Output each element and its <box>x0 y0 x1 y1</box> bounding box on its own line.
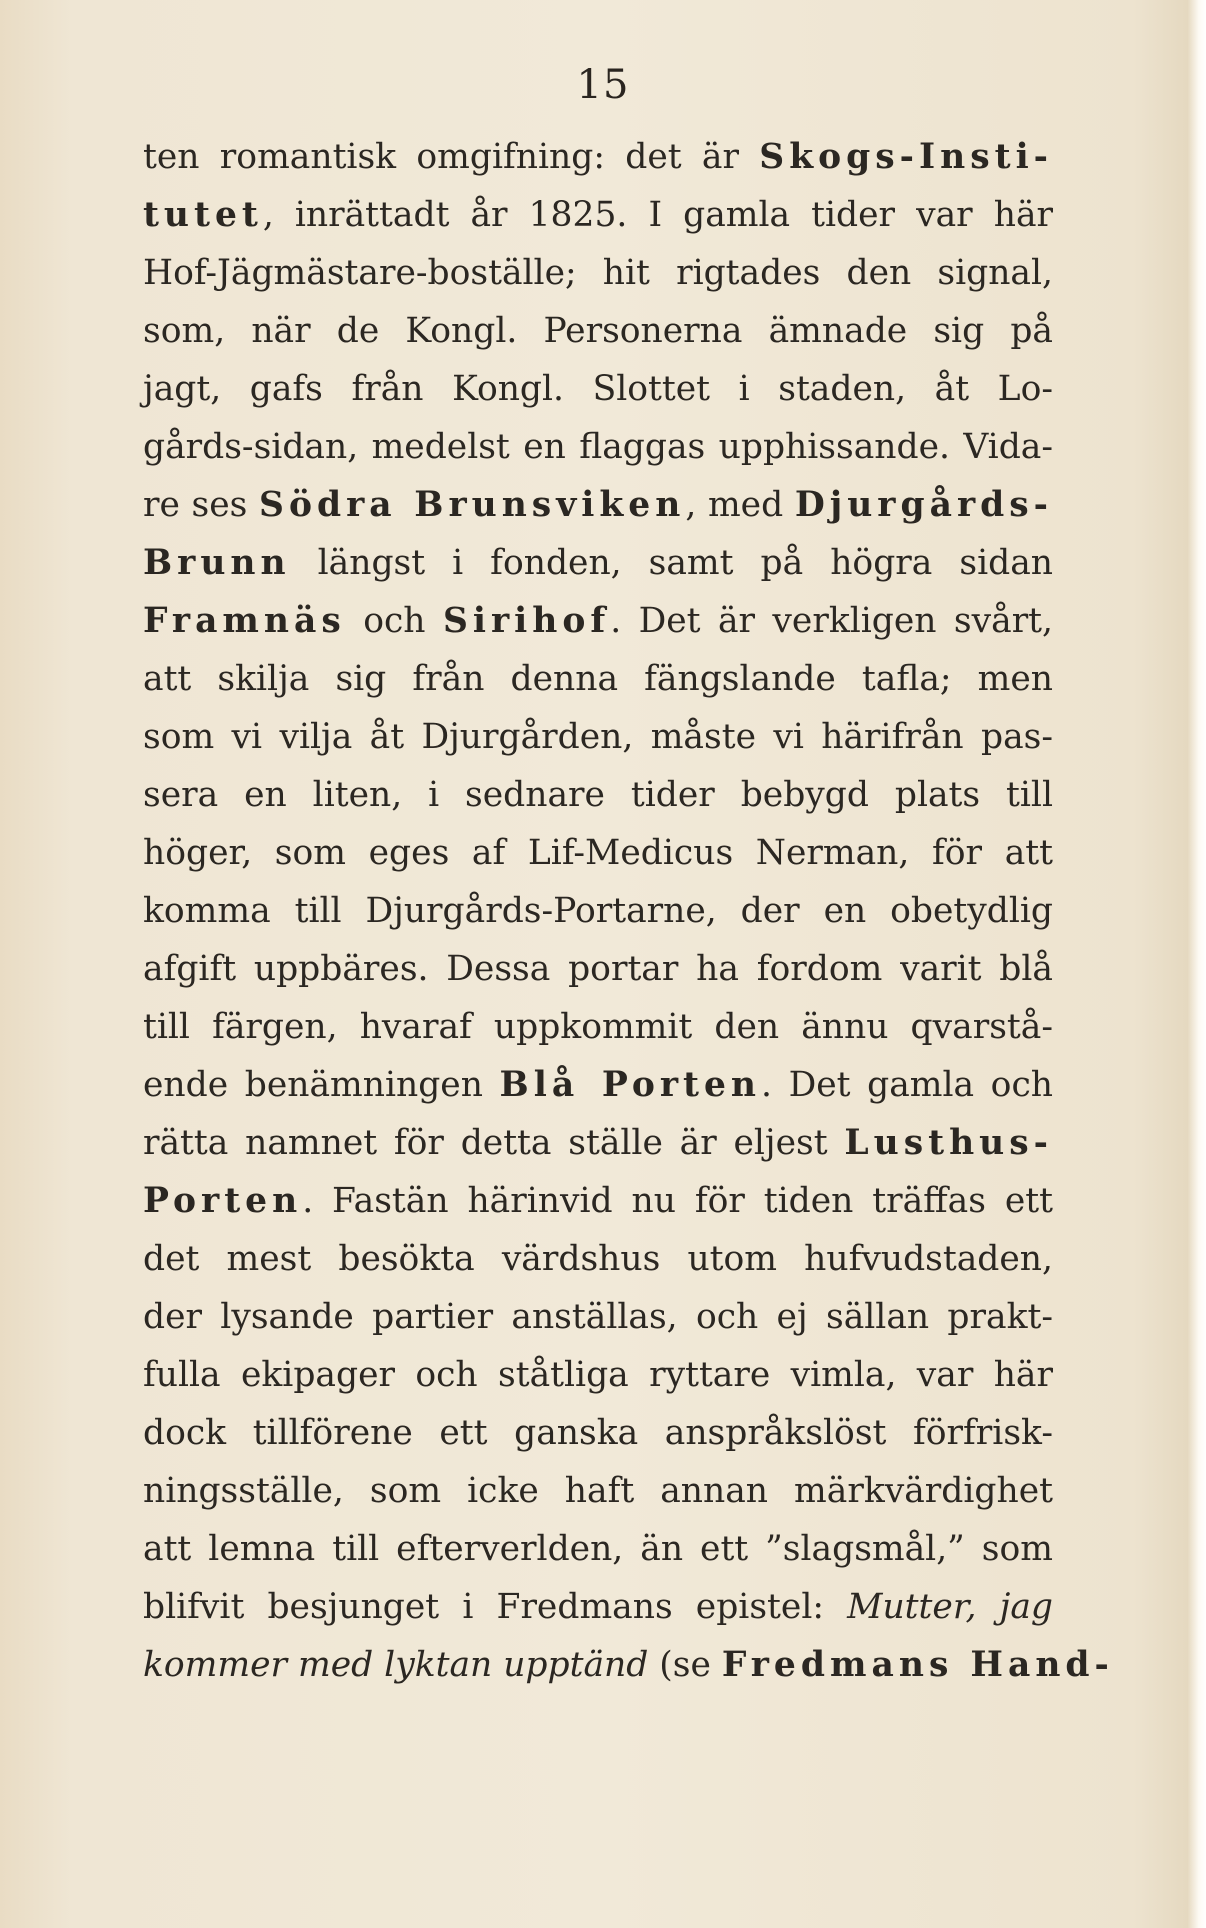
text-line <box>143 302 1053 360</box>
text-line <box>143 186 1053 244</box>
text-segment: Hof-Jägmästare-boställe; hit rigtades den signal, <box>143 253 1053 293</box>
text-segment: sera en liten, i sednare tider bebygd plats till <box>143 775 1053 815</box>
text-segment: att lemna till efterverlden, än ett ”slagsmål,” som <box>143 1529 1053 1569</box>
text-segment: komma till Djurgårds-Portarne, der en obetydlig <box>143 891 1053 931</box>
text-line <box>143 882 1053 940</box>
text-line <box>143 1172 1053 1230</box>
spaced-emphasis: Södra Brunsviken <box>259 485 686 525</box>
page-edge <box>1188 0 1206 1928</box>
text-line <box>143 1056 1053 1114</box>
text-line <box>143 476 1053 534</box>
text-segment: som, när de Kongl. Personerna ämnade sig på <box>143 311 1053 351</box>
text-segment: som vi vilja åt Djurgården, måste vi härifrån pas- <box>143 717 1053 757</box>
text-segment: längst i fonden, samt på högra sidan <box>290 543 1053 583</box>
spaced-emphasis: Framnäs <box>143 601 346 641</box>
text-segment: dock tillförene ett ganska anspråkslöst förfrisk- <box>143 1413 1053 1453</box>
text-segment: , inrättadt år 1825. I gamla tider var här <box>262 195 1053 235</box>
text-line <box>143 1520 1053 1578</box>
text-line <box>143 592 1053 650</box>
text-segment: och <box>345 601 443 641</box>
spaced-emphasis: Blå Porten <box>499 1065 761 1105</box>
text-segment: ningsställe, som icke haft annan märkvärdighet <box>143 1471 1053 1511</box>
spaced-emphasis: tutet <box>143 195 263 235</box>
italic-quote: Mutter, jag <box>847 1587 1054 1627</box>
text-segment: , med <box>685 485 795 525</box>
text-segment: afgift uppbäres. Dessa portar ha fordom varit blå <box>143 949 1053 989</box>
text-line <box>143 1578 1053 1636</box>
text-line <box>143 360 1053 418</box>
text-line <box>143 824 1053 882</box>
text-segment: blifvit besjunget i Fredmans epistel: <box>143 1587 848 1627</box>
text-line <box>143 650 1053 708</box>
text-segment: ten romantisk omgifning: det är <box>143 137 760 177</box>
text-segment: re ses <box>143 485 260 525</box>
spaced-emphasis: Skogs-Insti- <box>759 137 1053 177</box>
text-segment: (se <box>648 1645 722 1685</box>
text-segment: rätta namnet för detta ställe är eljest <box>143 1123 845 1163</box>
text-segment: ende benämningen <box>143 1065 500 1105</box>
text-segment: det mest besökta värdshus utom hufvudstaden, <box>143 1239 1053 1279</box>
text-line <box>143 1114 1053 1172</box>
page-number: 15 <box>576 62 630 108</box>
text-line <box>143 708 1053 766</box>
text-segment: till färgen, hvaraf uppkommit den ännu qvarstå- <box>143 1007 1053 1047</box>
text-line <box>143 1404 1053 1462</box>
text-line <box>143 766 1053 824</box>
text-line <box>143 1346 1053 1404</box>
text-line <box>143 998 1053 1056</box>
spaced-emphasis: Brunn <box>143 543 291 583</box>
text-segment: . Det gamla och <box>761 1065 1053 1105</box>
text-line <box>143 418 1053 476</box>
text-line <box>143 128 1053 186</box>
body-text <box>143 128 1114 1694</box>
text-segment: . Fastän härinvid nu för tiden träffas ett <box>302 1181 1053 1221</box>
spaced-emphasis: Lusthus- <box>844 1123 1053 1163</box>
text-line <box>143 1636 1114 1694</box>
text-segment: höger, som eges af Lif-Medicus Nerman, för att <box>143 833 1053 873</box>
italic-quote: kommer med lyktan upptänd <box>143 1645 649 1685</box>
text-segment: der lysande partier anställas, och ej sällan prakt- <box>143 1297 1053 1337</box>
text-segment: att skilja sig från denna fängslande tafla; men <box>143 659 1053 699</box>
text-line <box>143 244 1053 302</box>
text-segment: gårds-sidan, medelst en flaggas upphissande. Vida- <box>143 427 1053 467</box>
spaced-emphasis: Fredmans Hand- <box>721 1645 1114 1685</box>
spaced-emphasis: Djurgårds- <box>794 485 1053 525</box>
spaced-emphasis: Sirihof <box>442 601 611 641</box>
text-line <box>143 1462 1053 1520</box>
text-segment: . Det är verkligen svårt, <box>610 601 1054 641</box>
text-line <box>143 1230 1053 1288</box>
text-segment: jagt, gafs från Kongl. Slottet i staden, åt Lo- <box>143 369 1053 409</box>
text-line <box>143 940 1053 998</box>
text-line <box>143 534 1053 592</box>
spaced-emphasis: Porten <box>143 1181 303 1221</box>
text-line <box>143 1288 1053 1346</box>
text-segment: fulla ekipager och ståtliga ryttare vimla, var här <box>143 1355 1053 1395</box>
